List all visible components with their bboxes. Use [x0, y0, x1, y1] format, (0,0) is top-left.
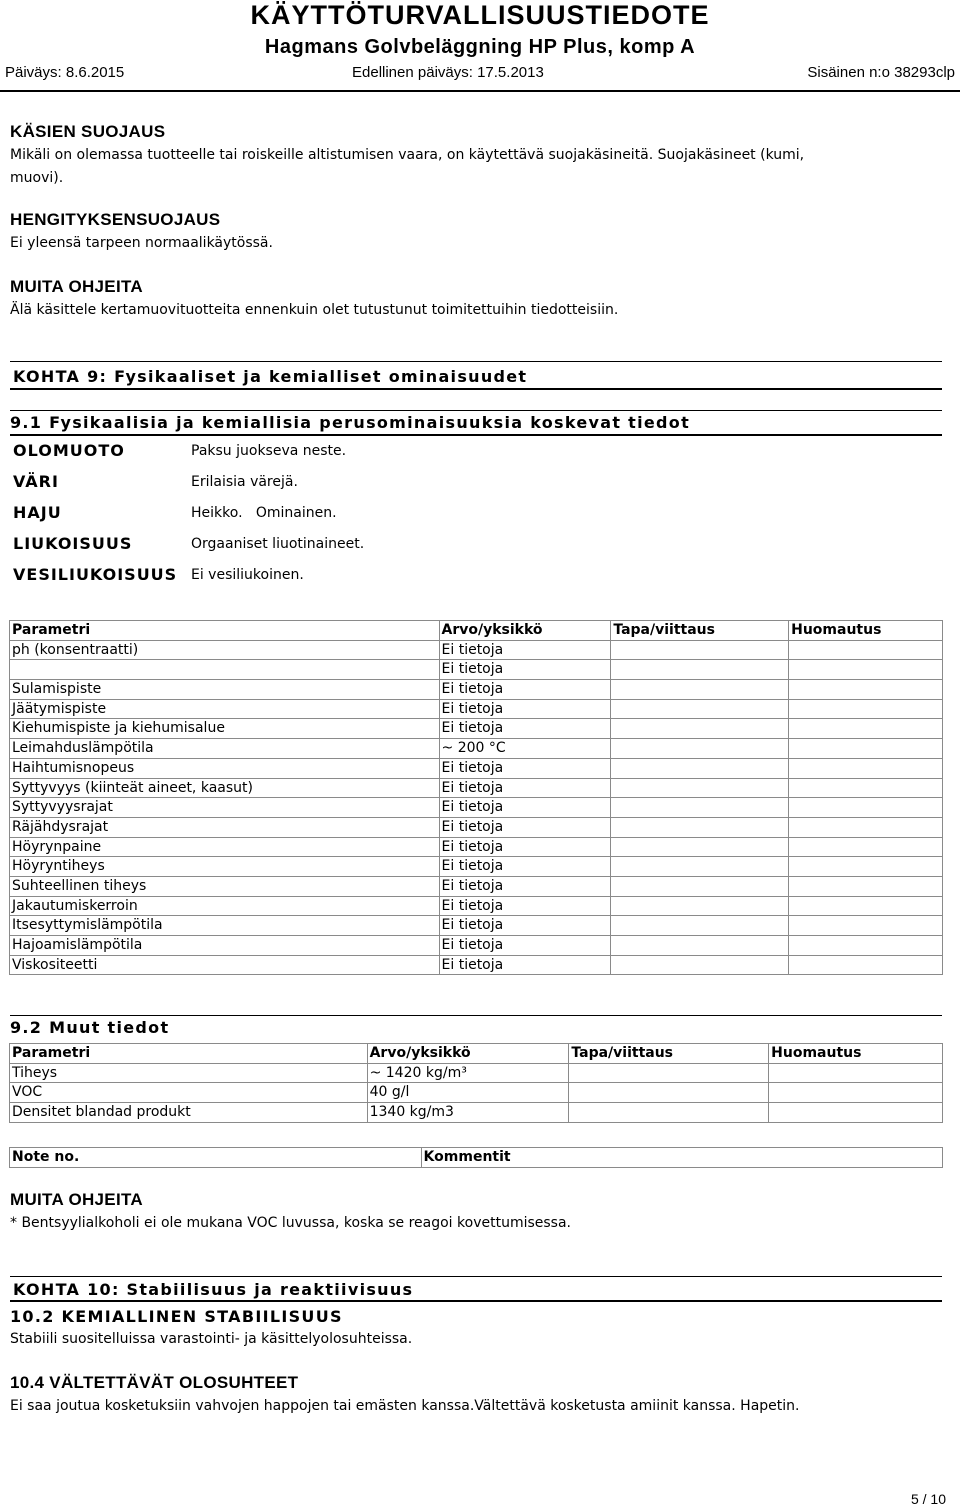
- property-label-solubility: LIUKOISUUS: [13, 534, 133, 553]
- table-cell: Ei tietoja: [439, 798, 611, 818]
- other-data-table-header-cell: Arvo/yksikkö: [367, 1044, 569, 1064]
- page-number: 5 / 10: [910, 1491, 946, 1507]
- property-value-state: Paksu juokseva neste.: [191, 443, 347, 459]
- table-cell: Kiehumispiste ja kiehumisalue: [10, 719, 440, 739]
- table-cell: [611, 719, 789, 739]
- product-name: Hagmans Golvbeläggning HP Plus, komp A: [264, 36, 696, 58]
- other-data-table-header-row: [10, 1044, 943, 1064]
- table-row: [10, 896, 943, 916]
- properties-table-header-cell: Arvo/yksikkö: [439, 621, 611, 641]
- table-cell: [611, 817, 789, 837]
- table-cell: [611, 857, 789, 877]
- table-cell: ~ 1420 kg/m³: [367, 1063, 569, 1083]
- table-cell: [789, 916, 943, 936]
- section-10-bottom-rule: [10, 1300, 942, 1302]
- table-cell: Räjähdysrajat: [10, 817, 440, 837]
- table-row: [10, 778, 943, 798]
- date-label: Päiväys: 8.6.2015: [5, 64, 125, 81]
- section-9-bottom-rule: [10, 388, 942, 390]
- table-cell: [789, 660, 943, 680]
- table-cell: ~ 200 °C: [439, 739, 611, 759]
- properties-table: [9, 620, 943, 975]
- section-10-heading: KOHTA 10: Stabiilisuus ja reaktiivisuus: [13, 1280, 414, 1299]
- table-cell: [569, 1063, 769, 1083]
- property-value-solubility: Orgaaniset liuotinaineet.: [191, 536, 365, 552]
- property-label-water-solubility: VESILIUKOISUUS: [13, 565, 178, 584]
- table-cell: [789, 719, 943, 739]
- table-cell: Ei tietoja: [439, 837, 611, 857]
- table-row: [10, 936, 943, 956]
- table-row: [10, 916, 943, 936]
- table-cell: [789, 739, 943, 759]
- subsection-10-2-heading: 10.2 KEMIALLINEN STABIILISUUS: [10, 1307, 343, 1326]
- table-cell: [789, 798, 943, 818]
- table-cell: [789, 936, 943, 956]
- table-cell: Itsesyttymislämpötila: [10, 916, 440, 936]
- table-cell: 40 g/l: [367, 1083, 569, 1103]
- table-cell: [611, 936, 789, 956]
- table-cell: Ei tietoja: [439, 936, 611, 956]
- hands-protection-heading: KÄSIEN SUOJAUS: [10, 122, 166, 141]
- table-cell: [611, 876, 789, 896]
- internal-number-label: Sisäinen n:o 38293clp: [807, 64, 955, 81]
- table-cell: [789, 896, 943, 916]
- table-row: [10, 640, 943, 660]
- table-cell: Ei tietoja: [439, 699, 611, 719]
- table-cell: [611, 739, 789, 759]
- table-cell: Ei tietoja: [439, 640, 611, 660]
- table-cell: Ei tietoja: [439, 719, 611, 739]
- section-10-top-rule: [10, 1276, 942, 1277]
- table-cell: [611, 798, 789, 818]
- table-row: [10, 680, 943, 700]
- respiratory-protection-text: Ei yleensä tarpeen normaalikäytössä.: [10, 235, 273, 251]
- table-cell: Syttyvyysrajat: [10, 798, 440, 818]
- table-cell: [611, 896, 789, 916]
- table-cell: [789, 837, 943, 857]
- property-value-water-solubility: Ei vesiliukoinen.: [191, 567, 304, 583]
- table-cell: [611, 660, 789, 680]
- table-cell: [769, 1103, 943, 1123]
- table-cell: Ei tietoja: [439, 857, 611, 877]
- subsection-9-1-heading: 9.1 Fysikaalisia ja kemiallisia perusominaisuuksia koskevat tiedot: [10, 413, 691, 432]
- table-cell: [611, 778, 789, 798]
- subsection-9-2-top-rule: [10, 1015, 942, 1016]
- table-cell: Ei tietoja: [439, 778, 611, 798]
- table-row: [10, 699, 943, 719]
- table-cell: [789, 876, 943, 896]
- properties-table-header-cell: Tapa/viittaus: [611, 621, 789, 641]
- other-instructions-2-heading: MUITA OHJEITA: [10, 1190, 143, 1209]
- properties-table-header-row: [10, 621, 943, 641]
- other-instructions-2-text: * Bentsyylialkoholi ei ole mukana VOC luvussa, koska se reagoi kovettumisessa.: [10, 1215, 571, 1231]
- notes-table: [9, 1147, 943, 1168]
- table-cell: [569, 1103, 769, 1123]
- table-cell: [789, 640, 943, 660]
- table-cell: [789, 778, 943, 798]
- table-cell: [10, 660, 440, 680]
- table-cell: [569, 1083, 769, 1103]
- table-cell: [611, 955, 789, 975]
- table-row: [10, 1083, 943, 1103]
- table-cell: Suhteellinen tiheys: [10, 876, 440, 896]
- table-row: [10, 739, 943, 759]
- table-row: [10, 798, 943, 818]
- table-cell: [789, 817, 943, 837]
- subsection-9-2-heading: 9.2 Muut tiedot: [10, 1018, 170, 1037]
- table-row: [10, 719, 943, 739]
- hands-protection-text-2: muovi).: [10, 170, 64, 186]
- table-cell: [789, 680, 943, 700]
- table-cell: [789, 955, 943, 975]
- property-label-state: OLOMUOTO: [13, 441, 125, 460]
- property-value-odor: Heikko. Ominainen.: [191, 505, 337, 521]
- table-row: [10, 1103, 943, 1123]
- table-cell: [789, 758, 943, 778]
- properties-table-header-cell: Parametri: [10, 621, 440, 641]
- table-cell: [789, 699, 943, 719]
- table-cell: [611, 916, 789, 936]
- table-cell: [769, 1063, 943, 1083]
- respiratory-protection-heading: HENGITYKSENSUOJAUS: [10, 210, 221, 229]
- table-cell: Viskositeetti: [10, 955, 440, 975]
- table-cell: [769, 1083, 943, 1103]
- table-cell: Haihtumisnopeus: [10, 758, 440, 778]
- table-cell: Ei tietoja: [439, 916, 611, 936]
- table-cell: 1340 kg/m3: [367, 1103, 569, 1123]
- property-label-odor: HAJU: [13, 503, 62, 522]
- table-cell: Höyrynpaine: [10, 837, 440, 857]
- notes-header-note-no: Note no.: [10, 1148, 422, 1168]
- table-cell: Ei tietoja: [439, 660, 611, 680]
- table-cell: Leimahduslämpötila: [10, 739, 440, 759]
- table-cell: [611, 640, 789, 660]
- other-instructions-text: Älä käsittele kertamuovituotteita ennenkuin olet tutustunut toimitettuihin tiedotteisiin.: [10, 302, 619, 318]
- table-cell: [611, 680, 789, 700]
- table-cell: [611, 758, 789, 778]
- table-cell: Ei tietoja: [439, 817, 611, 837]
- table-cell: Jakautumiskerroin: [10, 896, 440, 916]
- subsection-9-1-bottom-rule: [10, 434, 942, 436]
- table-cell: [789, 857, 943, 877]
- table-row: [10, 1063, 943, 1083]
- table-cell: ph (konsentraatti): [10, 640, 440, 660]
- property-value-color: Erilaisia värejä.: [191, 474, 298, 490]
- header-divider: [0, 90, 960, 92]
- table-cell: Sulamispiste: [10, 680, 440, 700]
- table-cell: Ei tietoja: [439, 758, 611, 778]
- table-row: [10, 758, 943, 778]
- table-row: [10, 857, 943, 877]
- other-data-table-header-cell: Parametri: [10, 1044, 368, 1064]
- table-row: [10, 660, 943, 680]
- notes-header-comments: Kommentit: [421, 1148, 942, 1168]
- table-cell: Ei tietoja: [439, 955, 611, 975]
- previous-date-label: Edellinen päiväys: 17.5.2013: [352, 64, 544, 81]
- section-9-top-rule: [10, 361, 942, 362]
- table-cell: Ei tietoja: [439, 680, 611, 700]
- table-cell: Tiheys: [10, 1063, 368, 1083]
- other-data-table: [9, 1043, 943, 1123]
- table-row: [10, 955, 943, 975]
- document-title: KÄYTTÖTURVALLISUUSTIEDOTE: [250, 0, 710, 30]
- table-cell: [611, 837, 789, 857]
- properties-table-header-cell: Huomautus: [789, 621, 943, 641]
- table-row: [10, 837, 943, 857]
- table-cell: Ei tietoja: [439, 896, 611, 916]
- table-cell: Syttyvyys (kiinteät aineet, kaasut): [10, 778, 440, 798]
- other-data-table-header-cell: Huomautus: [769, 1044, 943, 1064]
- table-cell: Densitet blandad produkt: [10, 1103, 368, 1123]
- table-cell: Ei tietoja: [439, 876, 611, 896]
- hands-protection-text-1: Mikäli on olemassa tuotteelle tai roiskeille altistumisen vaara, on käytettävä suojakäsineitä. Suojakäsineet (kumi,: [10, 147, 805, 163]
- subsection-10-4-heading: 10.4 VÄLTETTÄVÄT OLOSUHTEET: [10, 1373, 299, 1392]
- subsection-9-1-top-rule: [10, 410, 942, 411]
- table-row: [10, 876, 943, 896]
- table-cell: VOC: [10, 1083, 368, 1103]
- table-cell: [611, 699, 789, 719]
- subsection-10-2-text: Stabiili suositelluissa varastointi- ja käsittelyolosuhteissa.: [10, 1331, 413, 1347]
- subsection-10-4-text: Ei saa joutua kosketuksiin vahvojen happojen tai emästen kanssa.Vältettävä kosketusta amiinit kanssa. Hapetin.: [10, 1398, 800, 1414]
- other-instructions-heading: MUITA OHJEITA: [10, 277, 143, 296]
- table-cell: Höyryntiheys: [10, 857, 440, 877]
- property-label-color: VÄRI: [13, 472, 59, 491]
- table-row: [10, 817, 943, 837]
- table-cell: Hajoamislämpötila: [10, 936, 440, 956]
- other-data-table-header-cell: Tapa/viittaus: [569, 1044, 769, 1064]
- section-9-heading: KOHTA 9: Fysikaaliset ja kemialliset ominaisuudet: [13, 367, 528, 386]
- table-cell: Jäätymispiste: [10, 699, 440, 719]
